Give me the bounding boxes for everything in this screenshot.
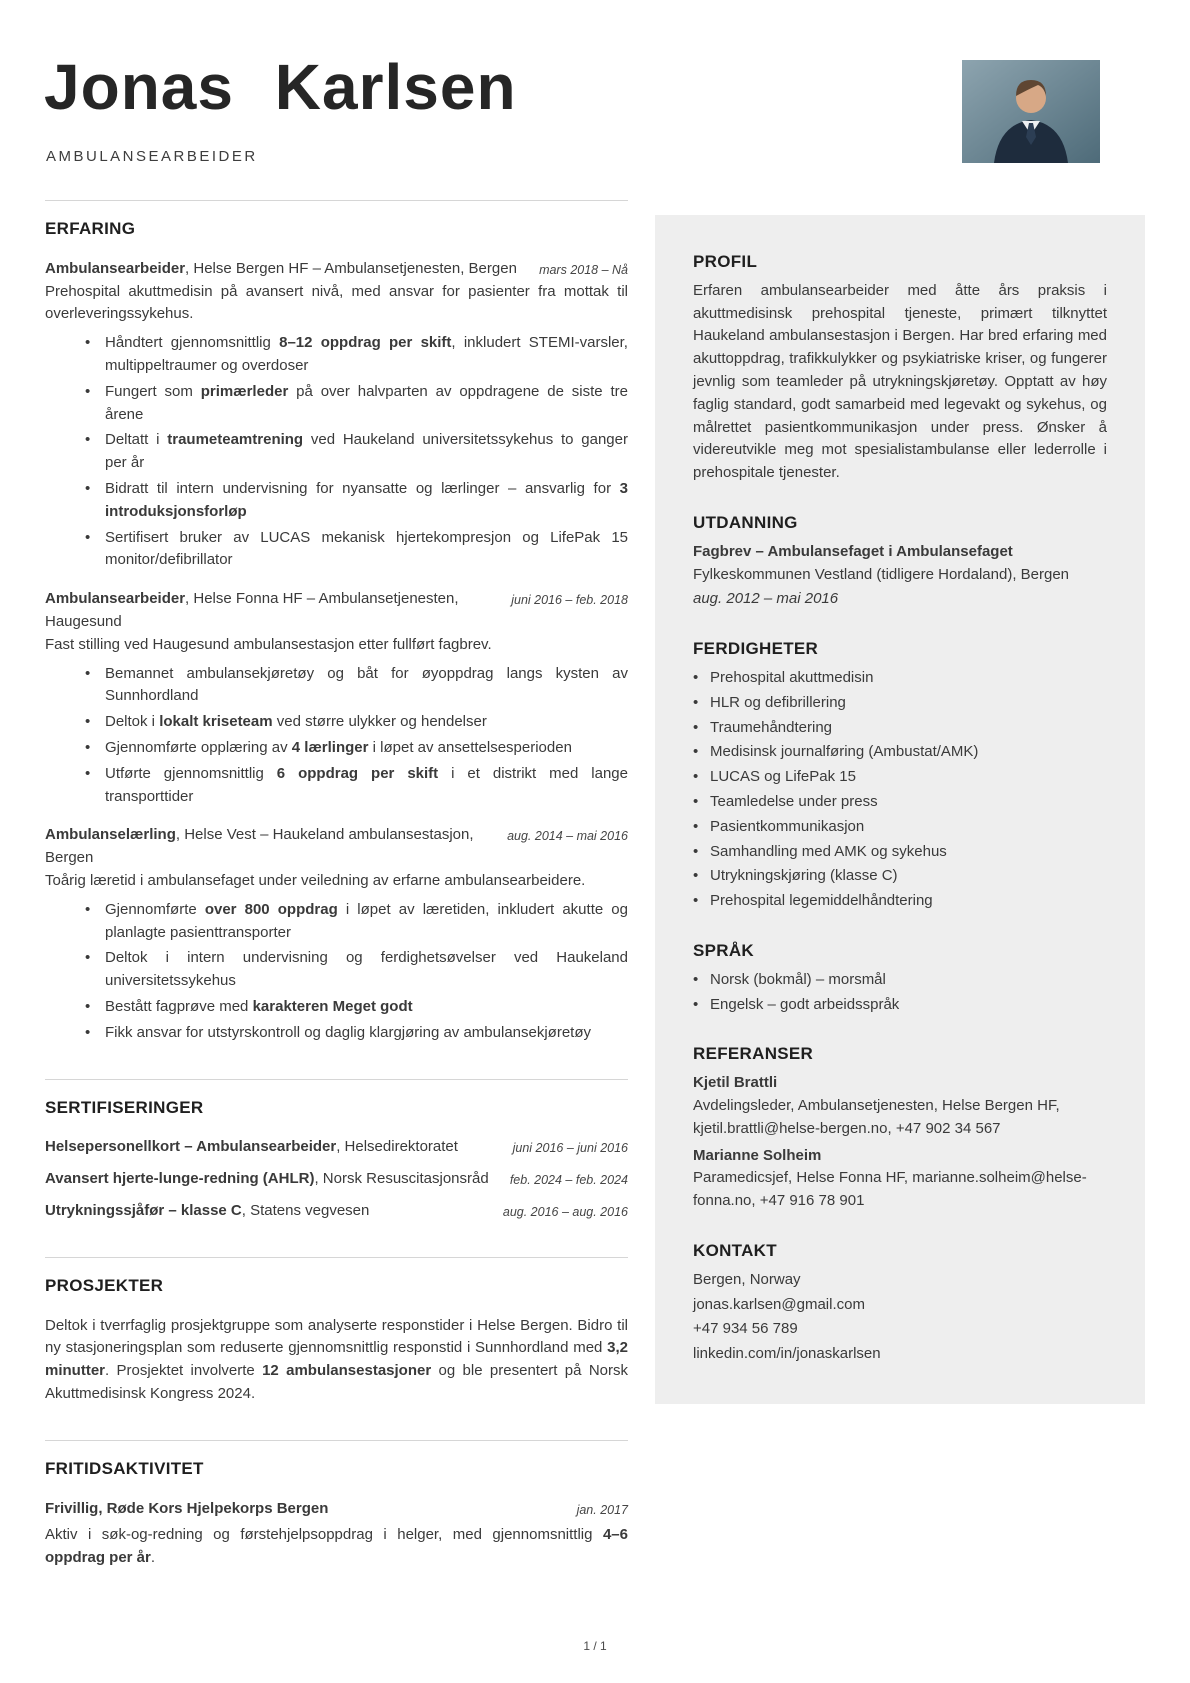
certification-date: juni 2016 – juni 2016	[512, 1141, 628, 1156]
section-profile	[693, 249, 1107, 485]
job-bullet: • Deltok i intern undervisning og ferdighetsøvelser ved Haukeland universitetssykehus	[105, 947, 628, 993]
job-bullet: • Sertifisert bruker av LUCAS mekanisk hjertekompresjon og LifePak 15 monitor/defibrillator	[105, 527, 628, 573]
hobby-text: Aktiv i søk-og-redning og førstehjelpsoppdrag i helger, med gjennomsnittlig 4–6 oppdrag per år.	[45, 1526, 628, 1567]
education-degree: Fagbrev – Ambulansefaget i Ambulansefaget	[693, 542, 1013, 560]
section-skills	[693, 636, 1107, 913]
contact-line: Bergen, Norway	[693, 1270, 801, 1288]
experience-entry	[45, 588, 628, 808]
hobby-date: jan. 2017	[576, 1502, 628, 1517]
certification-title: Avansert hjerte-lunge-redning (AHLR)	[45, 1170, 315, 1188]
skill-item: • Teamledelse under press	[693, 791, 1107, 814]
skill-item: • Samhandling med AMK og sykehus	[693, 841, 1107, 864]
language-item: • Norsk (bokmål) – morsmål	[693, 969, 1107, 992]
certification-date: feb. 2024 – feb. 2024	[509, 1173, 628, 1188]
job-date: mars 2018 – Nå	[539, 262, 628, 277]
section-hobbies	[45, 1440, 628, 1570]
certifications-heading: SERTIFISERINGER	[45, 1097, 204, 1117]
section-certifications	[45, 1079, 628, 1223]
language-item: • Engelsk – godt arbeidsspråk	[693, 994, 1107, 1017]
certification-title: Helsepersonellkort – Ambulansearbeider	[45, 1138, 337, 1156]
job-summary: Toårig læretid i ambulansefaget under veiledning av erfarne ambulansearbeidere.	[45, 871, 586, 889]
contact-line: linkedin.com/in/jonaskarlsen	[693, 1345, 881, 1363]
skills-heading: FERDIGHETER	[693, 639, 819, 659]
certification-entry	[45, 1200, 628, 1223]
experience-heading: ERFARING	[45, 219, 136, 238]
job-summary: Prehospital akuttmedisin på avansert nivå, med ansvar for pasienter fra mottak til overleveringssykehus.	[45, 282, 628, 323]
person-job-title: AMBULANSEARBEIDER	[46, 148, 258, 165]
skill-item: • Pasientkommunikasjon	[693, 816, 1107, 839]
job-bullet: • Bestått fagprøve med karakteren Meget godt	[105, 996, 628, 1019]
education-date: aug. 2012 – mai 2016	[693, 590, 839, 608]
section-languages	[693, 938, 1107, 1016]
person-name: Jonas Karlsen	[44, 51, 517, 123]
main-column	[45, 200, 628, 1570]
job-title-line	[45, 258, 525, 281]
languages-list	[693, 969, 1107, 1017]
job-bullet: • Utførte gjennomsnittlig 6 oppdrag per skift i et distrikt med lange transporttider	[105, 763, 628, 809]
job-company: , Helse Bergen HF – Ambulansetjenesten, Bergen	[185, 259, 517, 277]
portrait-photo	[962, 60, 1100, 163]
job-bullet: • Fungert som primærleder på over halvparten av oppdragene de siste tre årene	[105, 381, 628, 427]
projects-text: Deltok i tverrfaglig prosjektgruppe som analyserte responstider i Helse Bergen. Bidro til ny stasjoneringsplan som reduserte gjennomsnittlig responstid i Sunnhordland med 3,2 minutter. Prosjektet involverte 12 ambulansestasjoner og ble presentert på Norsk Akuttmedisinsk Kongress 2024.	[45, 1316, 628, 1402]
job-bullets	[45, 899, 628, 1045]
certification-date: aug. 2016 – aug. 2016	[502, 1204, 628, 1219]
job-bullet: • Gjennomførte over 800 oppdrag i løpet av læretiden, inkludert akutte og planlagte pasienttransporter	[105, 899, 628, 945]
skill-item: • LUCAS og LifePak 15	[693, 766, 1107, 789]
certification-entries	[45, 1136, 628, 1222]
section-references	[693, 1041, 1107, 1213]
certification-title-line	[45, 1168, 496, 1191]
contact-heading: KONTAKT	[693, 1241, 777, 1261]
contact-line: jonas.karlsen@gmail.com	[693, 1295, 865, 1313]
section-contact	[693, 1238, 1107, 1366]
references-list	[693, 1072, 1107, 1213]
languages-heading: SPRÅK	[693, 941, 755, 961]
job-header	[45, 588, 628, 634]
skill-item: • Prehospital akuttmedisin	[693, 667, 1107, 690]
section-education	[693, 510, 1107, 611]
job-bullets	[45, 663, 628, 809]
education-school: Fylkeskommunen Vestland (tidligere Hordaland), Bergen	[693, 565, 1070, 583]
experience-entry	[45, 258, 628, 572]
contact-list	[693, 1269, 1107, 1366]
reference-details: Avdelingsleder, Ambulansetjenesten, Helse Bergen HF, kjetil.brattli@helse-bergen.no, +47 902 34 567	[693, 1097, 1060, 1137]
job-bullet: • Fikk ansvar for utstyrskontroll og daglig klargjøring av ambulansekjøretøy	[105, 1022, 628, 1045]
reference-entry	[693, 1072, 1107, 1140]
job-title: Ambulanselærling	[45, 826, 176, 844]
experience-entries	[45, 258, 628, 1045]
experience-entry	[45, 824, 628, 1044]
job-company: , Helse Fonna HF – Ambulansetjenesten, Haugesund	[45, 590, 459, 630]
profile-text: Erfaren ambulansearbeider med åtte års praksis i akuttmedisinsk prehospital tjeneste, primært tilknyttet Haukeland ambulansestasjon i Bergen. Har bred erfaring med akuttoppdrag, trafikkulykker og psykiatriske kriser, og fungerer jevnlig som teamleder på utrykningskjøretøy. Opptatt av høy faglig standard, godt samarbeid med legevakt og sykehus, og målrettet pasientkommunikasjon under press. Ønsker å videreutvikle meg mot spesialistambulanse eller lederrolle i prehospitale tjenester.	[693, 281, 1107, 482]
job-title-line	[45, 824, 493, 870]
skill-item: • Medisinsk journalføring (Ambustat/AMK)	[693, 741, 1107, 764]
reference-name: Marianne Solheim	[693, 1146, 822, 1164]
job-bullet: • Deltok i lokalt kriseteam ved større ulykker og hendelser	[105, 711, 628, 734]
section-experience	[45, 200, 628, 1045]
skills-list	[693, 667, 1107, 913]
page-footer	[0, 1637, 1190, 1655]
profile-heading: PROFIL	[693, 252, 758, 271]
job-title: Ambulansearbeider	[45, 590, 186, 608]
job-bullet: • Deltatt i traumeteamtrening ved Haukeland universitetssykehus to ganger per år	[105, 429, 628, 475]
job-date: aug. 2014 – mai 2016	[507, 829, 628, 844]
job-title: Ambulansearbeider	[45, 259, 186, 277]
skill-item: • HLR og defibrillering	[693, 692, 1107, 715]
certification-title-line	[45, 1136, 499, 1159]
job-header	[45, 824, 628, 870]
skill-item: • Prehospital legemiddelhåndtering	[693, 890, 1107, 913]
contact-line: +47 934 56 789	[693, 1320, 798, 1338]
job-title-line	[45, 588, 497, 634]
hobby-title: Frivillig, Røde Kors Hjelpekorps Bergen	[45, 1499, 329, 1517]
job-bullet: • Bidratt til intern undervisning for nyansatte og lærlinger – ansvarlig for 3 introduksjonsforløp	[105, 478, 628, 524]
sidebar	[655, 215, 1145, 1404]
references-heading: REFERANSER	[693, 1044, 814, 1064]
hobbies-heading: FRITIDSAKTIVITET	[45, 1458, 204, 1478]
job-summary: Fast stilling ved Haugesund ambulansestasjon etter fullført fagbrev.	[45, 635, 492, 653]
certification-entry	[45, 1136, 628, 1159]
certification-entry	[45, 1168, 628, 1191]
projects-heading: PROSJEKTER	[45, 1275, 164, 1295]
certification-issuer: , Helsedirektoratet	[336, 1138, 458, 1156]
job-bullet: • Gjennomførte opplæring av 4 lærlinger i løpet av ansettelsesperioden	[105, 737, 628, 760]
job-company: , Helse Vest – Haukeland ambulansestasjon, Bergen	[45, 826, 474, 867]
job-bullet: • Bemannet ambulansekjøretøy og båt for øyoppdrag langs kysten av Sunnhordland	[105, 663, 628, 709]
reference-details: Paramedicsjef, Helse Fonna HF, marianne.solheim@helse-fonna.no, +47 916 78 901	[693, 1169, 1087, 1210]
person-portrait-icon	[962, 60, 1100, 163]
reference-entry	[693, 1145, 1107, 1213]
hobby-entry	[45, 1498, 628, 1521]
certification-issuer: , Statens vegvesen	[241, 1201, 370, 1219]
education-heading: UTDANNING	[693, 513, 798, 532]
page-number: 1 / 1	[583, 1638, 607, 1653]
certification-title-line	[45, 1200, 489, 1223]
certification-issuer: , Norsk Resuscitasjonsråd	[314, 1170, 489, 1188]
job-header	[45, 258, 628, 281]
reference-name: Kjetil Brattli	[693, 1074, 778, 1092]
job-bullets	[45, 332, 628, 572]
skill-item: • Traumehåndtering	[693, 717, 1107, 740]
content-columns	[45, 200, 1145, 1570]
section-projects	[45, 1257, 628, 1406]
skill-item: • Utrykningskjøring (klasse C)	[693, 865, 1107, 888]
certification-title: Utrykningssjåfør – klasse C	[45, 1201, 242, 1219]
job-bullet: • Håndtert gjennomsnittlig 8–12 oppdrag per skift, inkludert STEMI-varsler, multippeltraumer og overdoser	[105, 332, 628, 378]
job-date: juni 2016 – feb. 2018	[511, 593, 628, 608]
